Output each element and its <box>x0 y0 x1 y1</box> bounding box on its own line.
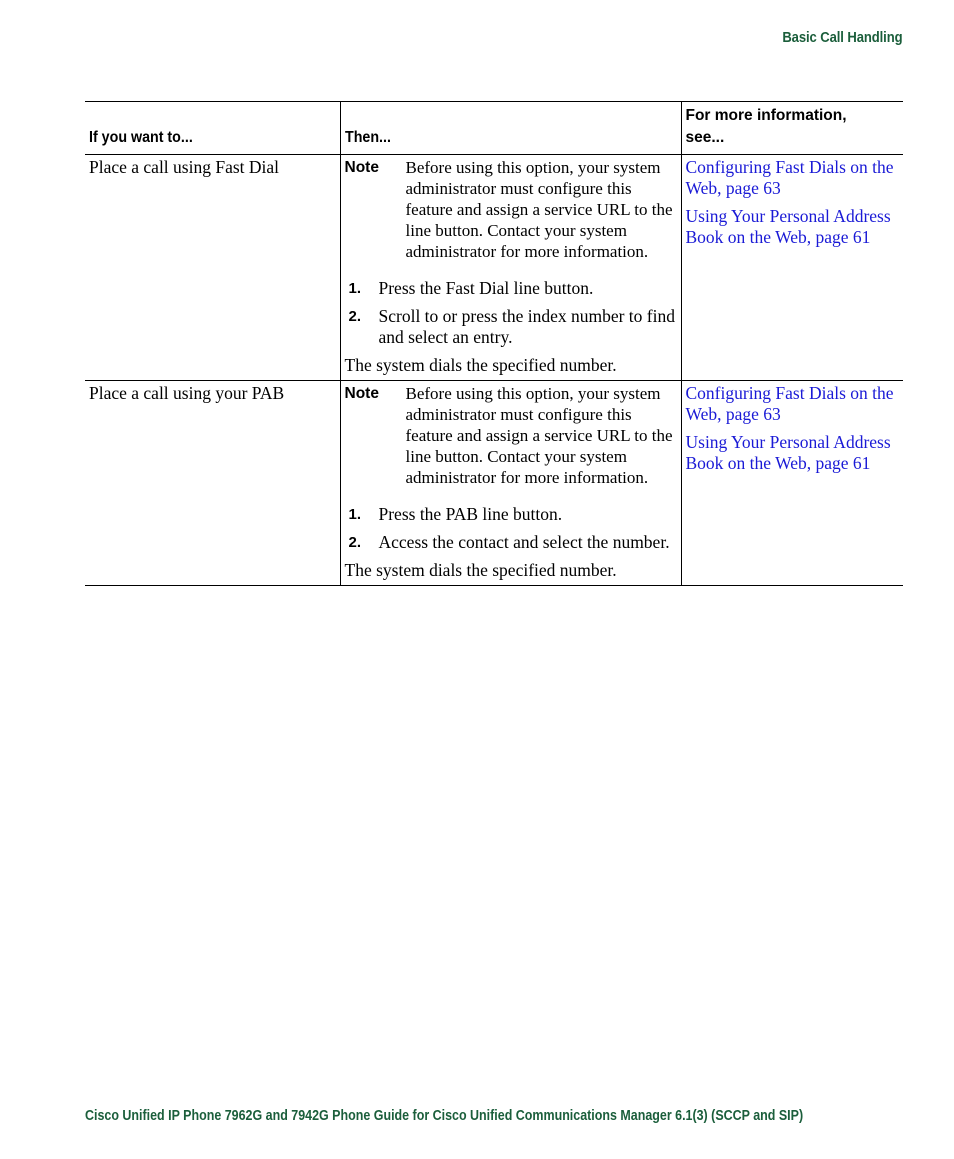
step-number: 1. <box>348 506 362 523</box>
column-header-more-info: For more information, see... <box>681 102 903 155</box>
cross-reference-link[interactable]: Configuring Fast Dials on the Web, page 63 <box>685 383 894 424</box>
step-text: Scroll to or press the index number to find and select an entry. <box>378 306 675 347</box>
then-cell <box>340 381 681 586</box>
step-text: Press the Fast Dial line button. <box>378 278 594 298</box>
list-item <box>345 278 677 299</box>
note-text: Before using this option, your system administrator must configure this feature and assign a service URL to the line button. Contact your system administrator for more information. <box>405 158 673 261</box>
note-label: Note <box>344 385 379 402</box>
note-text: Before using this option, your system administrator must configure this feature and assign a service URL to the line button. Contact your system administrator for more information. <box>405 384 673 487</box>
column-header-task: If you want to... <box>85 102 340 155</box>
note-block <box>345 157 677 262</box>
task-cell: Place a call using Fast Dial <box>85 155 340 381</box>
result-text: The system dials the specified number. <box>344 560 617 580</box>
list-item <box>345 306 677 348</box>
result-text: The system dials the specified number. <box>344 355 617 375</box>
note-block <box>345 383 677 488</box>
table-row <box>85 155 903 381</box>
task-cell: Place a call using your PAB <box>85 381 340 586</box>
step-number: 2. <box>348 534 362 551</box>
steps-list <box>345 278 677 348</box>
step-number: 2. <box>348 308 362 325</box>
then-cell <box>340 155 681 381</box>
steps-list <box>345 504 677 553</box>
document-footer-title: Cisco Unified IP Phone 7962G and 7942G Phone Guide for Cisco Unified Communications Manager 6.1(3) (SCCP and SIP) <box>85 1108 804 1124</box>
column-header-then: Then... <box>340 102 681 155</box>
more-info-cell <box>681 381 903 586</box>
note-label: Note <box>344 159 379 176</box>
section-title: Basic Call Handling <box>781 30 902 46</box>
list-item <box>345 532 677 553</box>
cross-reference-link[interactable]: Using Your Personal Address Book on the Web, page 61 <box>685 432 891 473</box>
step-number: 1. <box>348 280 362 297</box>
table-row <box>85 381 903 586</box>
instructions-table <box>85 101 903 586</box>
cross-reference-link[interactable]: Using Your Personal Address Book on the Web, page 61 <box>685 206 891 247</box>
list-item <box>345 504 677 525</box>
cross-reference-link[interactable]: Configuring Fast Dials on the Web, page 63 <box>685 157 894 198</box>
step-text: Access the contact and select the number. <box>378 532 670 552</box>
table-header-row <box>85 102 903 155</box>
step-text: Press the PAB line button. <box>378 504 563 524</box>
more-info-cell <box>681 155 903 381</box>
